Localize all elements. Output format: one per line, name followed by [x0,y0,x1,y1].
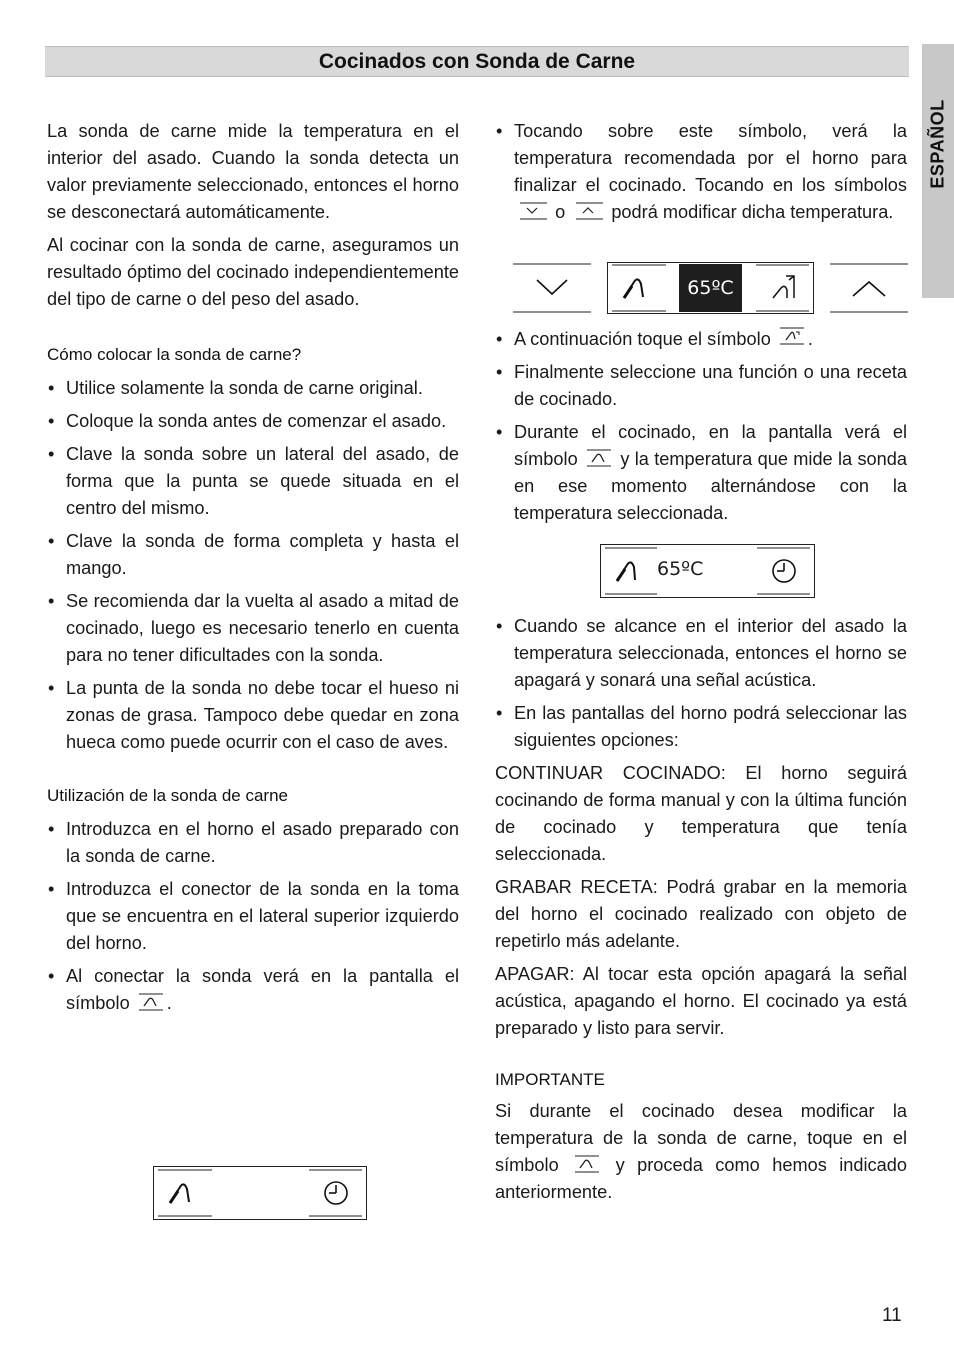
temperature-readout[interactable] [679,264,742,312]
important-text: y proceda como hemos indicado anteriormente. [495,1155,907,1202]
page-title: Cocinados con Sonda de Carne [45,46,909,77]
option-turn-off: APAGAR: Al tocar esta opción apagará la señal acústica, apagando el horno. El cocinado ya está preparado y listo para servir. [495,964,907,1038]
language-tab [922,44,954,298]
list-item: • Clave la sonda sobre un lateral del asado, de forma que la punta se quede situada en el centro del mismo. [47,441,459,522]
probe-icon [586,449,612,467]
probe-icon[interactable] [610,264,668,312]
list-item: • Se recomienda dar la vuelta al asado a mitad de cocinado, luego es necesario tenerlo en cuenta para no tener dificultades con la sonda. [47,588,459,669]
chevron-down-icon [517,202,547,220]
probe-icon [138,993,164,1011]
chevron-up-icon[interactable] [829,263,909,313]
option-continue: CONTINUAR COCINADO: El horno seguirá cocinando de forma manual y con la última función de cocinado y temperatura que tenía seleccionada. [495,763,907,864]
page-number: 11 [882,1305,902,1326]
clock-icon[interactable] [756,547,812,595]
list-item-text: A continuación toque el símbolo [514,329,771,349]
important-text: Si durante el cocinado desea modificar la temperatura de la sonda de carne, toque en el símbolo [495,1101,907,1175]
probe-icon[interactable] [603,547,659,595]
list-item [495,419,907,527]
temperature-value: 65ºC [657,558,704,580]
temperature-value: 65ºC [687,277,734,299]
probe-confirm-icon [779,327,805,345]
list-item: • La punta de la sonda no debe tocar el hueso ni zonas de grasa. Tampoco debe quedar en zona hueca como puede ocurrir con el caso de aves. [47,675,459,756]
list-item: • Coloque la sonda antes de comenzar el asado. [47,408,459,435]
list-item: • Utilice solamente la sonda de carne original. [47,375,459,402]
list-item: • Cuando se alcance en el interior del asado la temperatura seleccionada, entonces el horno se apagará y sonará una señal acústica. [495,613,907,694]
list-item: • Finalmente seleccione una función o una receta de cocinado. [495,359,907,413]
list-item-text: Durante el cocinado, en la pantalla verá el símbolo [514,422,907,469]
language-tab-label: ESPAÑOL [927,99,948,189]
probe-icon[interactable] [156,1169,214,1217]
list-item: • Clave la sonda de forma completa y hasta el mango. [47,528,459,582]
steps-list-middle [495,326,907,527]
probe-icon [574,1155,600,1173]
list-item-text: . [807,329,813,349]
placement-list [47,375,459,756]
temperature-select-display [607,262,814,314]
important-paragraph [495,1098,907,1206]
steps-list-bottom [495,613,907,754]
list-item: • Introduzca en el horno el asado preparado con la sonda de carne. [47,816,459,870]
list-item-text: . [166,993,172,1013]
list-item: • En las pantallas del horno podrá seleccionar las siguientes opciones: [495,700,907,754]
clock-icon[interactable] [308,1169,364,1217]
intro-paragraph-2: Al cocinar con la sonda de carne, aseguramos un resultado óptimo del cocinado independientemente del tipo de carne o del peso del asado. [47,235,459,309]
list-item-text: o [555,202,566,222]
list-item [495,118,907,226]
list-item [47,963,459,1017]
intro-paragraph-1: La sonda de carne mide la temperatura en el interior del asado. Cuando la sonda detecta un valor previamente seleccionado, entonces el horno se desconectará automáticamente. [47,121,459,222]
probe-connected-display [153,1166,367,1220]
left-column [47,118,459,1023]
heading-how-to-place: Cómo colocar la sonda de carne? [47,345,302,364]
list-item-text: y la temperatura que mide la sonda en ese momento alternándose con la temperatura seleccionada. [514,449,908,523]
cooking-display [600,544,815,598]
heading-important: IMPORTANTE [495,1070,605,1089]
steps-list-top [495,118,907,226]
list-item: • Introduzca el conector de la sonda en la toma que se encuentra en el lateral superior izquierdo del horno. [47,876,459,957]
probe-confirm-icon[interactable] [755,264,811,312]
usage-list [47,816,459,1017]
list-item [495,326,907,353]
list-item-text: podrá modificar dicha temperatura. [611,202,894,222]
heading-usage: Utilización de la sonda de carne [47,786,288,805]
option-save-recipe: GRABAR RECETA: Podrá grabar en la memoria del horno el cocinado realizado con objeto de repetirlo más adelante. [495,877,907,951]
list-item-text: Tocando sobre este símbolo, verá la temperatura recomendada por el horno para finalizar el cocinado. Tocando en los símbolos [514,121,907,195]
chevron-down-icon[interactable] [512,263,592,313]
chevron-up-icon [573,202,603,220]
list-item-text: Al conectar la sonda verá en la pantalla el símbolo [66,966,459,1013]
